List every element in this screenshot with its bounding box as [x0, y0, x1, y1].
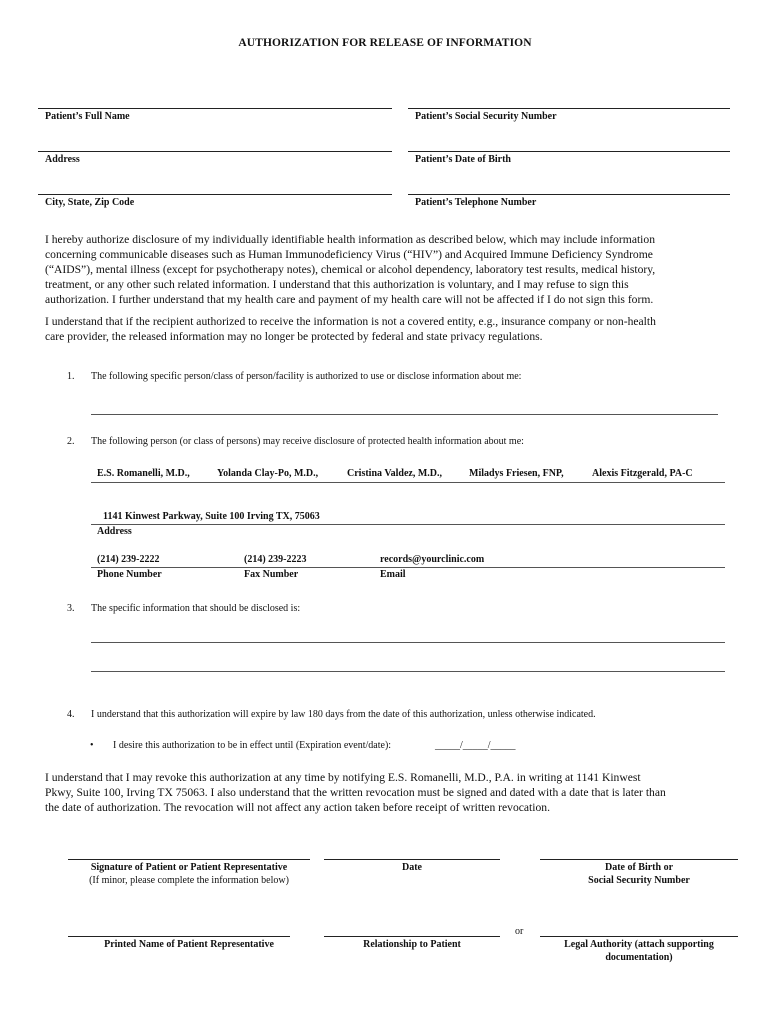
phone-line[interactable] [408, 194, 730, 195]
legal-authority-label-2: documentation) [605, 952, 673, 963]
item-3-text: The specific information that should be disclosed is: [91, 603, 301, 614]
paragraph-line: I understand that if the recipient authorized to receive the information is not a covered entity, e.g., insurance company or non-health [45, 315, 656, 328]
item-4-text: I understand that this authorization will expire by law 180 days from the date of this authorization, unless otherwise indicated. [91, 709, 596, 720]
paragraph-line: treatment, or any other such related information. I understand that this authorization is voluntary, and I may refuse to sign this [45, 278, 629, 291]
provider-clay-po: Yolanda Clay-Po, M.D., [217, 468, 319, 479]
paragraph-line: I hereby authorize disclosure of my individually identifiable health information as described below, which may include information [45, 233, 655, 246]
printed-name-line[interactable] [68, 936, 290, 937]
dob-ssn-line[interactable] [540, 859, 738, 860]
recipient-phone-label: Phone Number [97, 569, 162, 580]
authorization-paragraph [45, 232, 715, 307]
dob-ssn-label-1: Date of Birth or [604, 862, 674, 873]
item-3-blank-line-1[interactable] [91, 642, 725, 643]
dob-label: Patient’s Date of Birth [415, 154, 511, 165]
item-3-number: 3. [67, 603, 75, 614]
item-1-blank-line[interactable] [91, 414, 718, 415]
item-3-blank-line-2[interactable] [91, 671, 725, 672]
item-1-text: The following specific person/class of person/facility is authorized to use or disclose information about me: [91, 371, 522, 382]
revocation-paragraph [45, 770, 715, 815]
recipient-phone-value: (214) 239-2222 [97, 554, 160, 565]
recipient-fax-label: Fax Number [244, 569, 299, 580]
address-line[interactable] [38, 151, 392, 152]
address-label: Address [45, 154, 80, 165]
printed-name-label: Printed Name of Patient Representative [104, 939, 274, 950]
recipient-paragraph [45, 314, 715, 344]
legal-authority-line[interactable] [540, 936, 738, 937]
dob-line[interactable] [408, 151, 730, 152]
paragraph-line: concerning communicable diseases such as Human Immunodeficiency Virus (“HIV”) and Acquired Immune Deficiency Syndrome [45, 248, 653, 261]
city-line[interactable] [38, 194, 392, 195]
recipient-fax-value: (214) 239-2223 [244, 554, 307, 565]
signature-note: (If minor, please complete the information below) [89, 875, 289, 886]
ssn-line[interactable] [408, 108, 730, 109]
provider-fitzgerald: Alexis Fitzgerald, PA-C [592, 468, 693, 479]
or-text: or [515, 926, 524, 937]
relationship-line[interactable] [324, 936, 500, 937]
paragraph-line: the date of authorization. The revocation will not affect any action taken before receipt of written revocation. [45, 801, 550, 814]
paragraph-line: authorization. I further understand that my health care and payment of my health care will not be affected if I do not sign this form. [45, 293, 654, 306]
signature-label: Signature of Patient or Patient Representative [90, 862, 288, 873]
recipient-email-label: Email [380, 569, 406, 580]
paragraph-line: (“AIDS”), mental illness (except for psychotherapy notes), chemical or alcohol dependency, laboratory test results, medical history, [45, 263, 656, 276]
paragraph-line: care provider, the released information may no longer be protected by federal and state privacy regulations. [45, 330, 543, 343]
expiration-text: I desire this authorization to be in effect until (Expiration event/date): [113, 740, 392, 751]
provider-romanelli: E.S. Romanelli, M.D., [97, 468, 190, 479]
full-name-label: Patient’s Full Name [45, 111, 130, 122]
recipient-address-value: 1141 Kinwest Parkway, Suite 100 Irving TX, 75063 [103, 511, 320, 522]
recipient-address-line [91, 524, 725, 525]
ssn-label: Patient’s Social Security Number [415, 111, 557, 122]
phone-label: Patient’s Telephone Number [415, 197, 537, 208]
recipient-email-value: records@yourclinic.com [380, 554, 485, 565]
providers-line [91, 482, 725, 483]
full-name-line[interactable] [38, 108, 392, 109]
legal-authority-label-1: Legal Authority (attach supporting [564, 939, 714, 950]
city-label: City, State, Zip Code [45, 197, 135, 208]
recipient-address-label: Address [97, 526, 132, 537]
provider-friesen: Miladys Friesen, FNP, [469, 468, 564, 479]
item-2-number: 2. [67, 436, 75, 447]
signature-line[interactable] [68, 859, 310, 860]
provider-valdez: Cristina Valdez, M.D., [347, 468, 442, 479]
dob-ssn-label-2: Social Security Number [588, 875, 690, 886]
date-line[interactable] [324, 859, 500, 860]
item-2-text: The following person (or class of persons) may receive disclosure of protected health information about me: [91, 436, 524, 447]
recipient-contact-line [91, 567, 725, 568]
date-label: Date [402, 862, 422, 873]
paragraph-line: Pkwy, Suite 100, Irving TX 75063. I also understand that the written revocation must be signed and dated with a date that is later than [45, 786, 666, 799]
expiration-date-blank[interactable]: _____/_____/_____ [435, 740, 516, 751]
item-4-number: 4. [67, 709, 75, 720]
bullet-icon: • [90, 740, 94, 751]
relationship-label: Relationship to Patient [363, 939, 461, 950]
page-title: AUTHORIZATION FOR RELEASE OF INFORMATION [238, 37, 532, 49]
item-1-number: 1. [67, 371, 75, 382]
paragraph-line: I understand that I may revoke this authorization at any time by notifying E.S. Romanelli, M.D., P.A. in writing at 1141 Kinwest [45, 771, 641, 784]
